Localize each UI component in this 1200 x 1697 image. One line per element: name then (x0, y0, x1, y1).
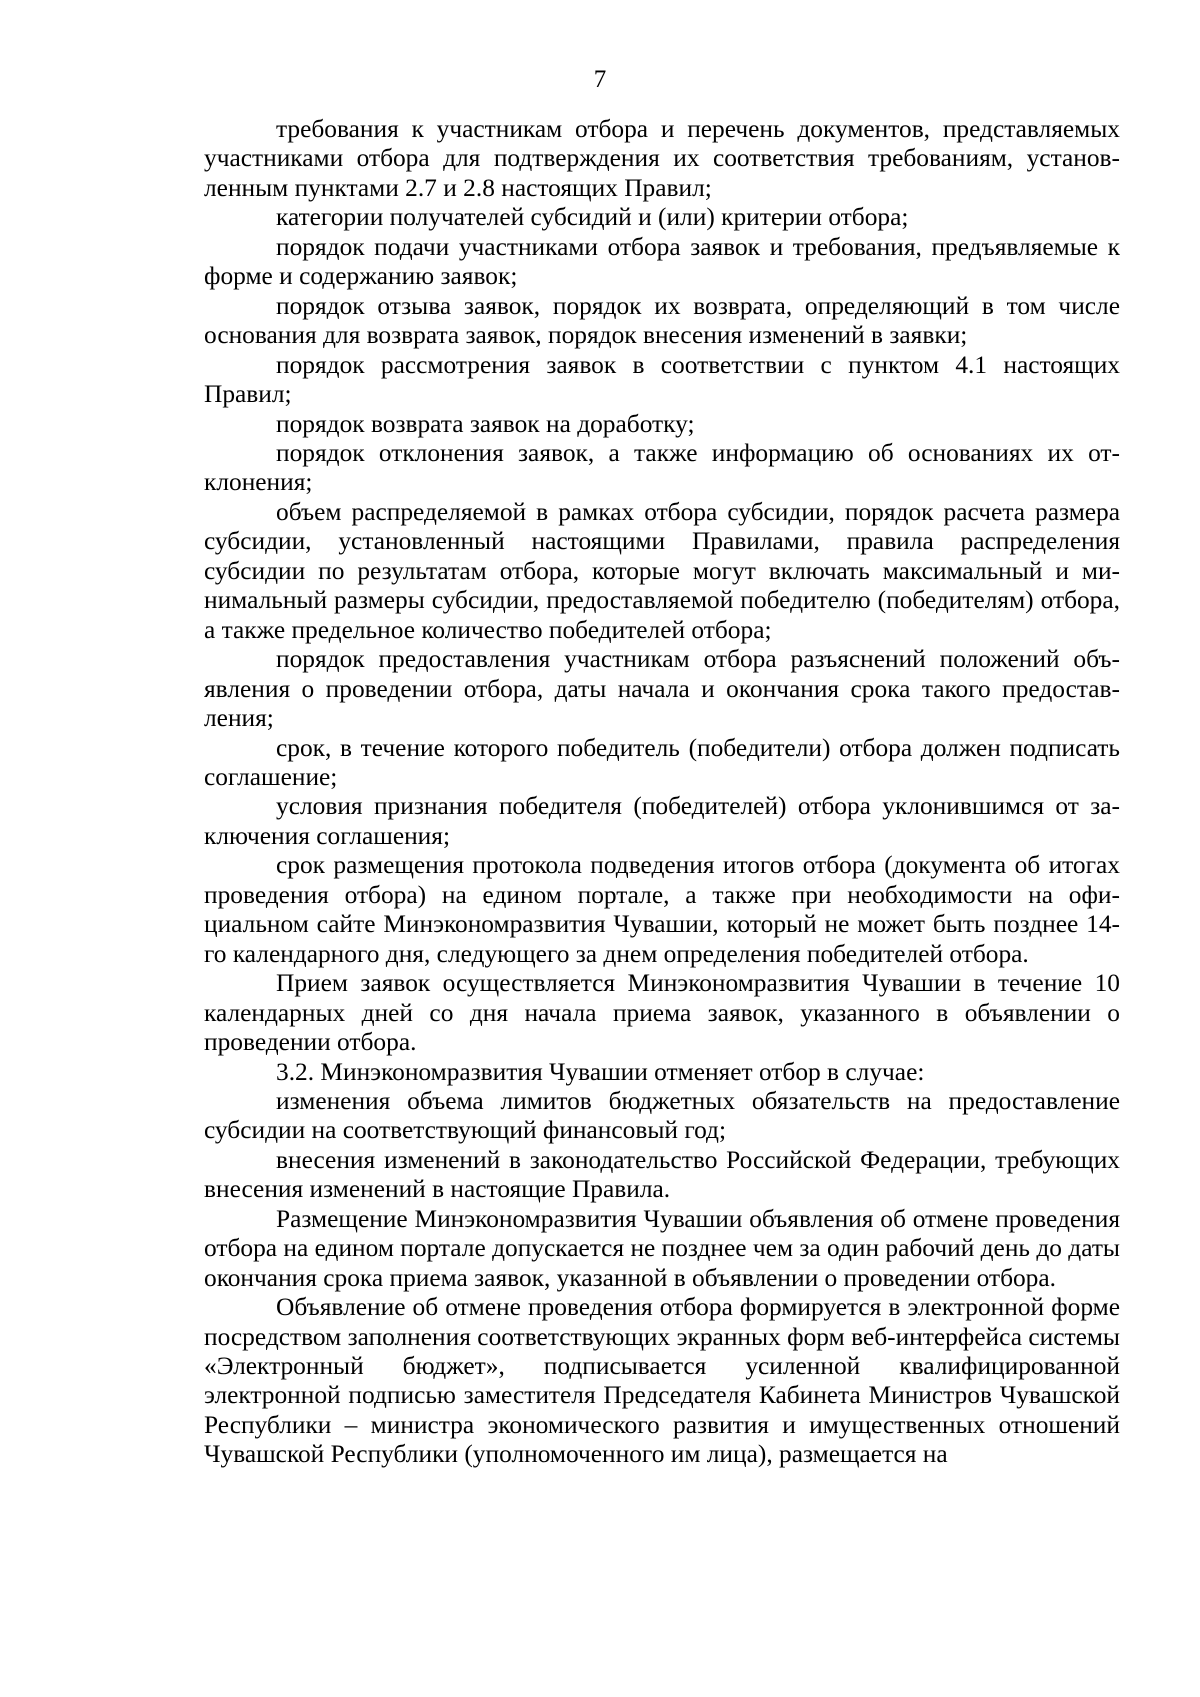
paragraph: порядок предоставления участникам отбора разъяснений положений объявления о проведении отбора, даты начала и окончания срока такого предоставления; (204, 645, 1120, 733)
paragraph: требования к участникам отбора и перечень документов, представляемых участниками отбора для подтверждения их соответствия требованиям, установленным пунктами 2.7 и 2.8 настоящих Правил; (204, 115, 1120, 202)
paragraph: порядок рассмотрения заявок в соответствии с пунктом 4.1 настоящих Правил; (204, 350, 1120, 409)
document-body (204, 115, 1120, 1470)
paragraph: условия признания победителя (победителей) отбора уклонившимся от заключения соглашения; (204, 792, 1120, 850)
paragraph: объем распределяемой в рамках отбора субсидии, порядок расчета размера субсидии, установленный настоящими Правилами, правила распределения субсидии по результатам отбора, которые могут включать максимальный и минимальный размеры субсидии, предоставляемой победителю (победителям) отбора, а также предельное количество победителей отбора; (204, 497, 1120, 644)
paragraph: 3.2. Минэкономразвития Чувашии отменяет отбор в случае: (276, 1057, 925, 1086)
paragraph: порядок возврата заявок на доработку; (276, 409, 695, 438)
paragraph: порядок отклонения заявок, а также информацию об основаниях их отклонения; (204, 438, 1120, 497)
paragraph: Прием заявок осуществляется Минэкономразвития Чувашии в течение 10 календарных дней со дня начала приема заявок, указанного в объявлении о проведении отбора. (204, 969, 1120, 1057)
paragraph: срок размещения протокола подведения итогов отбора (документа об итогах проведения отбора) на едином портале, а также при необходимости на официальном сайте Минэкономразвития Чувашии, который не может быть позднее 14-го календарного дня, следующего за днем определения победителей отбора. (204, 851, 1120, 968)
page-number: 7 (593, 66, 607, 93)
paragraph: срок, в течение которого победитель (победители) отбора должен подписать соглашение; (204, 733, 1120, 791)
paragraph: порядок подачи участниками отбора заявок и требования, предъявляемые к форме и содержанию заявок; (204, 232, 1120, 291)
paragraph: Размещение Минэкономразвития Чувашии объявления об отмене проведения отбора на едином портале допускается не позднее чем за один рабочий день до даты окончания срока приема заявок, указанной в объявлении о проведении отбора. (204, 1204, 1120, 1292)
paragraph: изменения объема лимитов бюджетных обязательств на предоставление субсидии на соответствующий финансовый год; (204, 1086, 1120, 1145)
paragraph: внесения изменений в законодательство Российской Федерации, требующих внесения изменений в настоящие Правила. (204, 1145, 1120, 1204)
paragraph: Объявление об отмене проведения отбора формируется в электронной форме посредством заполнения соответствующих экранных форм веб-интерфейса системы «Электронный бюджет», подписывается усиленной квалифицированной электронной подписью заместителя Председателя Кабинета Министров Чувашской Республики – министра экономического развития и имущественных отношений Чувашской Республики (уполномоченного им лица), размещается на (204, 1293, 1120, 1469)
paragraph: порядок отзыва заявок, порядок их возврата, определяющий в том числе основания для возврата заявок, порядок внесения изменений в заявки; (204, 291, 1120, 350)
paragraph: категории получателей субсидий и (или) критерии отбора; (276, 203, 909, 232)
